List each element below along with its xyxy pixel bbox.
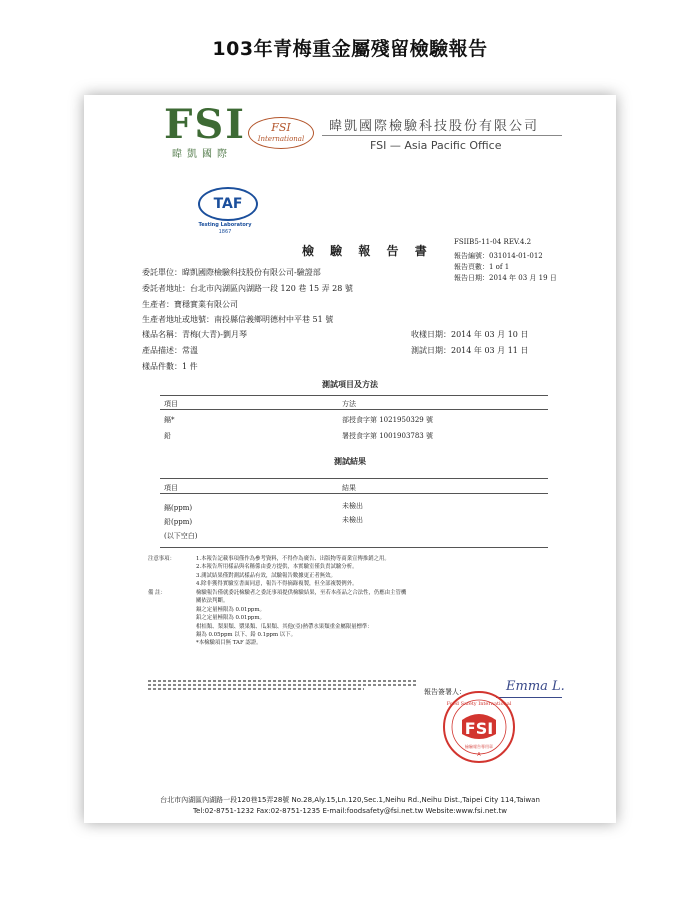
- footer-contact: Tel:02-8751-1232 Fax:02-8751-1235 E-mail:foodsafety@fsi.net.tw Website:www.fsi.net.tw: [192, 807, 508, 815]
- results-row-value: 未檢出: [342, 502, 363, 510]
- remark-line: 鉛之定量極限為 0.01ppm。: [196, 615, 265, 622]
- remark-line: *本檢驗項目無 TAF 認證。: [196, 640, 262, 647]
- methods-section-title: 測試項目及方法: [322, 379, 378, 389]
- methods-row-item: 鎘*: [164, 416, 175, 424]
- taf-logo: [198, 187, 258, 221]
- results-row-item: 鉛(ppm): [164, 518, 193, 526]
- sample-count-field: 樣品件數：1 件: [142, 362, 198, 371]
- client-field: 委託單位：暐凱國際檢驗科技股份有限公司-驗證部: [142, 268, 321, 277]
- client-address-field: 委託者地址：台北市內湖區內湖路一段 120 巷 15 弄 28 號: [142, 284, 353, 293]
- table-rule: [160, 409, 548, 410]
- results-section-title: 測試結果: [334, 456, 366, 466]
- methods-header-method: 方法: [342, 400, 356, 408]
- remark-line: 柑桔類、梨果類、漿果類、瓜果類、其他(亞)熱帶水果類重金屬限量標準：: [196, 623, 373, 630]
- company-name: 暐凱國際檢驗科技股份有限公司: [329, 119, 540, 134]
- taf-logo-text: TAF: [213, 196, 243, 212]
- seal-text: FSI: [464, 719, 494, 738]
- report-number: 報告編號：031014-01-012: [454, 252, 543, 260]
- notes-label: 注意事項：: [148, 556, 175, 562]
- note-item: 3.測試結果僅對測試樣品有效，試驗報告數據更正者無效。: [196, 572, 336, 579]
- page-title: 103年青梅重金屬殘留檢驗報告: [212, 38, 488, 60]
- signature-label: 報告簽署人：: [424, 688, 466, 696]
- test-date-field: 測試日期：2014 年 03 月 11 日: [411, 346, 529, 355]
- note-item: 2.本報告所用樣品與名稱係由委方提供，本實驗室僅負責試驗分析。: [196, 564, 358, 571]
- sample-description-field: 產品描述：常溫: [142, 346, 198, 355]
- sample-name-field: 樣品名稱：青梅(大青)-劉月琴: [142, 330, 247, 339]
- form-code: FSIIB5-11-04 REV.4.2: [454, 238, 532, 246]
- producer-field: 生產者：寶穩實業有限公司: [142, 300, 238, 309]
- blank-note: (以下空白): [164, 532, 198, 540]
- fsi-international-badge: [248, 117, 314, 149]
- badge-main-text: FSI: [271, 121, 291, 134]
- receive-date-field: 收樣日期：2014 年 03 月 10 日: [411, 330, 529, 339]
- seal-letter: A: [477, 752, 481, 758]
- fsi-logo-chinese: 暐凱國際: [172, 149, 232, 160]
- company-office: FSI — Asia Pacific Office: [370, 139, 502, 152]
- footer-address: 台北市內湖區內湖路一段120巷15弄28號 No.28,Aly.15,Ln.120,Sec.1,Neihu Rd.,Neihu Dist.,Taipei City 114,Taiwan: [160, 796, 540, 804]
- results-row-value: 未檢出: [342, 516, 363, 524]
- results-header-result: 結果: [342, 484, 356, 492]
- table-rule: [160, 478, 548, 479]
- remark-label: 備 註：: [148, 590, 166, 596]
- remark-line: 檢驗報告僅就委託檢驗者之委託事項提供檢驗結果，至若本產品之合法性，仍應由主管機: [196, 590, 407, 596]
- report-title: 檢 驗 報 告 書: [302, 244, 433, 258]
- note-item: 4.除非獲得實驗室書面同意，報告不得摘錄複製，但全部複製例外。: [196, 581, 358, 588]
- report-date: 報告日期：2014 年 03 月 19 日: [454, 274, 557, 282]
- methods-row-method: 部授食字第 1021950329 號: [342, 416, 433, 424]
- methods-row-method: 署授食字第 1001903783 號: [342, 432, 433, 440]
- remark-line: 關依法判斷。: [196, 598, 229, 605]
- letterhead-divider: [322, 135, 562, 136]
- seal-ring-text: Food Safety International: [446, 701, 512, 707]
- remark-line: 鎘為 0.05ppm 以下、鉛 0.1ppm 以下。: [196, 632, 296, 639]
- producer-address-field: 生產者地址或地號：南投縣信義鄉明德村中平巷 51 號: [142, 315, 334, 324]
- notes-list: [196, 555, 390, 589]
- results-header-item: 項目: [164, 484, 178, 492]
- methods-header-item: 項目: [164, 400, 178, 408]
- signature: Emma L.: [506, 679, 565, 694]
- methods-row-item: 鉛: [164, 432, 171, 440]
- table-rule: [160, 395, 548, 396]
- badge-sub-text: International: [257, 135, 305, 143]
- remark-list: [196, 589, 406, 648]
- table-rule: [160, 493, 548, 494]
- table-rule: [160, 547, 548, 548]
- fine-print: [148, 679, 418, 692]
- report-pages: 報告頁數：1 of 1: [454, 263, 510, 271]
- fsi-seal-stamp: [442, 690, 516, 764]
- taf-number: 1867: [218, 229, 232, 235]
- taf-label: Testing Laboratory: [198, 222, 252, 228]
- seal-bottom-text: 檢驗報告專用章: [465, 744, 493, 749]
- report-document: [84, 95, 616, 823]
- remark-line: 鎘之定量極限為 0.01ppm。: [196, 606, 265, 613]
- fsi-logo: FSI: [164, 101, 246, 148]
- results-row-item: 鎘(ppm): [164, 504, 193, 512]
- note-item: 1.本報告記載事項僅作為參考資料，不得作為廣告、出版物等商業宣傳推銷之用。: [196, 556, 390, 562]
